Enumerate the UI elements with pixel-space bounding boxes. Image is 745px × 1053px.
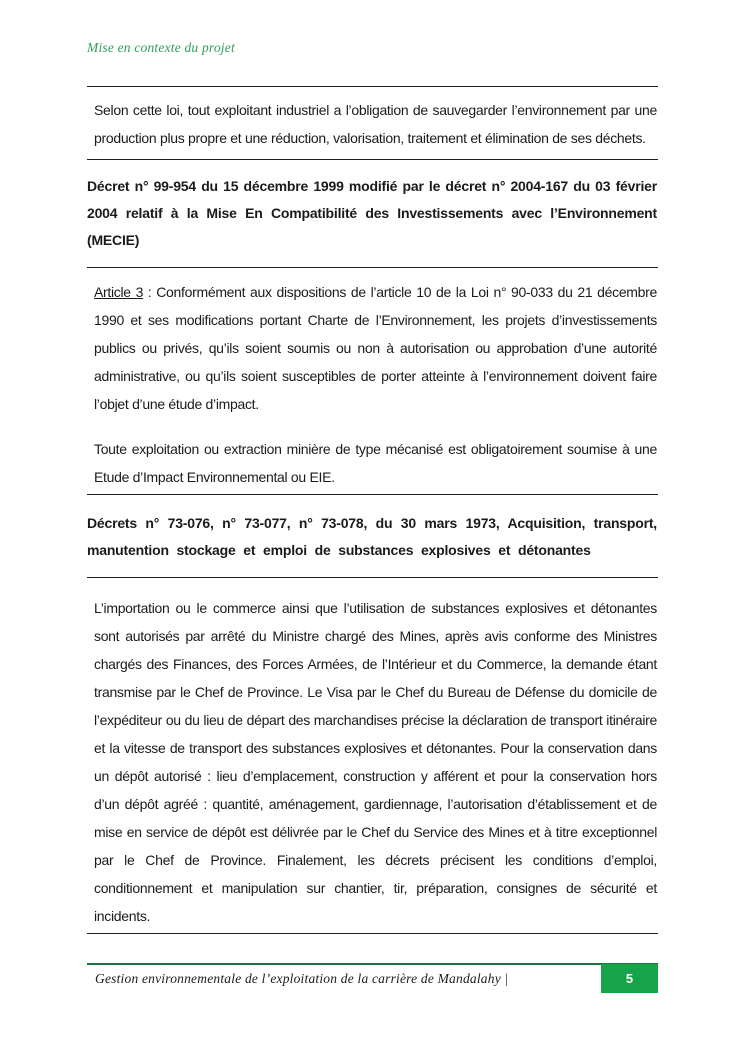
page-number-badge: 5 [601,964,658,993]
paragraph-eie: Toute exploitation ou extraction minière de type mécanisé est obligatoirement soumise à une Etude d’Impact Environnemental ou EIE. [94,441,657,485]
section-divider [87,494,658,495]
paragraph-article-3 [87,278,658,418]
section-divider [87,159,658,160]
running-header: Mise en contexte du projet [87,40,235,55]
footer-title: Gestion environnementale de l’exploitation de la carrière de Mandalahy | [95,971,509,986]
section-divider [87,933,658,934]
paragraph-explosives: L’importation ou le commerce ainsi que l’utilisation de substances explosives et détonantes sont autorisés par arrêté du Ministre chargé des Mines, après avis conforme des Ministres chargés des Finances, des Forces Armées, de l’Intérieur et du Commerce, la demande étant transmise par le Chef de Province. Le Visa par le Chef du Bureau de Défense du domicile de l’expéditeur ou du lieu de départ des marchandises précise la déclaration de transport itinéraire et la vitesse de transport des substances explosives et détonantes. Pour la conservation dans un dépôt autorisé : lieu d’emplacement, construction y afférent et pour la conservation hors d’un dépôt agréé : quantité, aménagement, gardiennage, l’autorisation d’établissement et de mise en service de dépôt est délivrée par le Chef du Service des Mines et à titre exceptionnel par le Chef de Province. Finalement, les décrets précisent les conditions d’emploi, conditionnement et manipulation sur chantier, tir, préparation, consignes de sécurité et incidents. [94,600,657,924]
paragraph-law-obligation: Selon cette loi, tout exploitant industriel a l’obligation de sauvegarder l’environnement par une production plus propre et une réduction, valorisation, traitement et élimination de ses déchets. [94,102,657,146]
heading-decret-99-954: Décret n° 99-954 du 15 décembre 1999 modifié par le décret n° 2004-167 du 03 février 2004 relatif à la Mise En Compatibilité des Investissements avec l’Environnement (MECIE) [87,178,657,248]
section-divider [87,267,658,268]
page-content [87,0,658,934]
article-3-text: : Conformément aux dispositions de l’article 10 de la Loi n° 90-033 du 21 décembre 1990 et ses modifications portant Charte de l’Environnement, les projets d’investissements publics ou privés, qu’ils soient soumis ou non à autorisation ou approbation d’une autorité administrative, ou qu’ils soient susceptibles de porter atteinte à l’environnement doivent faire l’objet d’une étude d’impact. [94,284,658,412]
page-footer [87,963,658,987]
section-divider [87,577,658,578]
article-3-label: Article 3 [94,284,144,300]
section-divider [87,86,658,87]
heading-decrets-73: Décrets n° 73-076, n° 73-077, n° 73-078, du 30 mars 1973, Acquisition, transport, manutention stockage et emploi de substances explosives et détonantes [87,515,657,558]
